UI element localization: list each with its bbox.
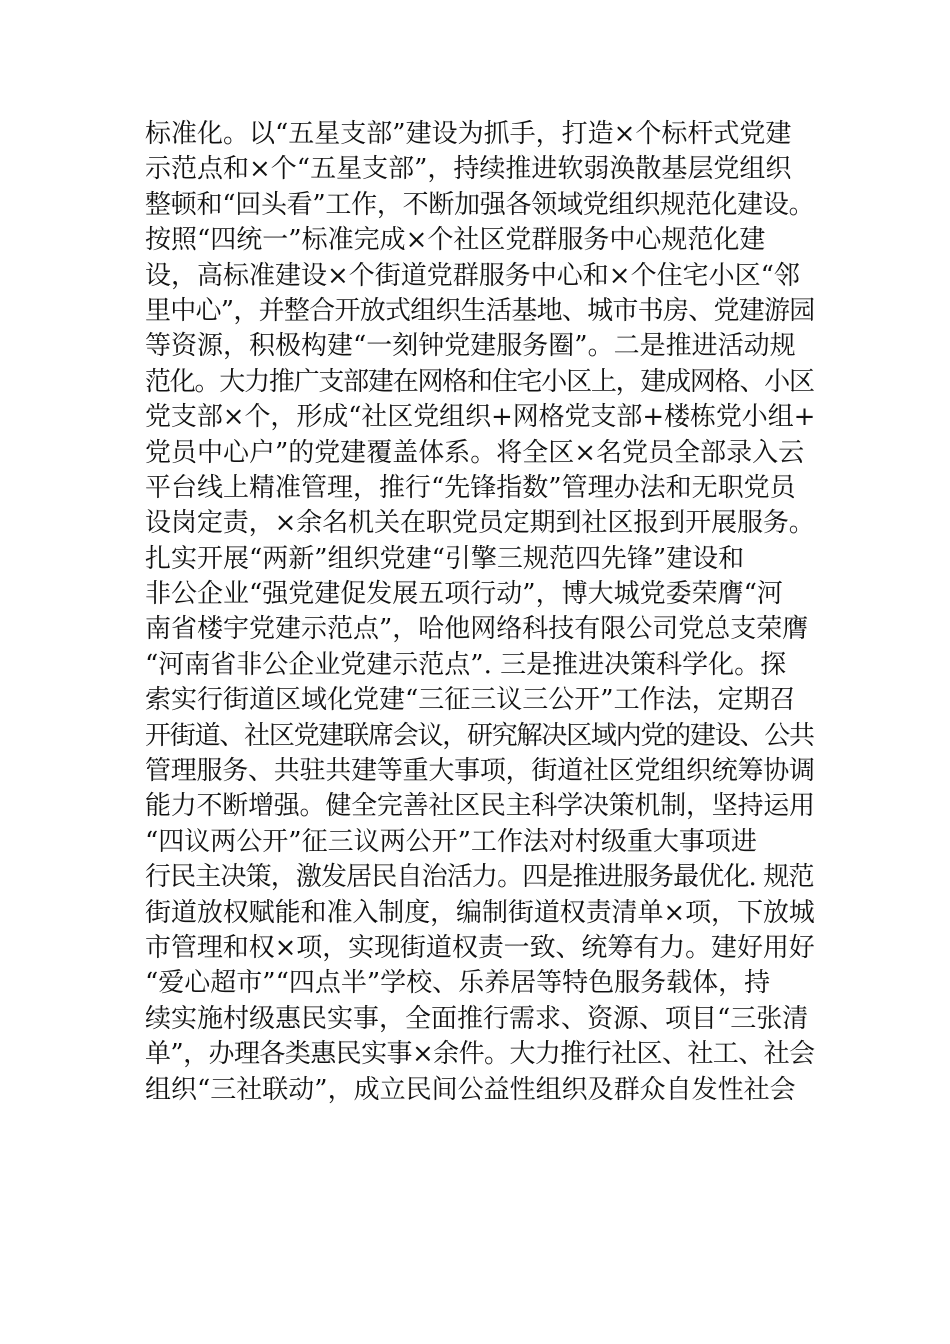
text-line: 示范点和×个“五星支部”，持续推进软弱涣散基层党组织 [145,154,792,185]
text-line: 党支部×个，形成“社区党组织+网格党支部+楼栋党小组+ [145,402,815,433]
text-line: 里中心”，并整合开放式组织生活基地、城市书房、党建游园 [145,295,815,326]
text-line: 街道放权赋能和准入制度，编制街道权责清单×项，下放城 [145,897,815,928]
text-line: 标准化。以“五星支部”建设为抓手，打造×个标杆式党建 [145,119,792,149]
body-text [145,117,815,1108]
text-line: “河南省非公企业党建示范点”. 三是推进决策科学化。探 [145,649,787,680]
text-line: 范化。大力推广支部建在网格和住宅小区上，建成网格、小区 [145,366,814,397]
text-line: 整顿和“回头看”工作，不断加强各领域党组织规范化建设。 [145,189,815,220]
text-line: 组织“三社联动”，成立民间公益性组织及群众自发性社会 [145,1074,796,1105]
text-line: 设岗定责，×余名机关在职党员定期到社区报到开展服务。 [145,508,815,539]
text-line: 按照“四统一”标准完成×个社区党群服务中心规范化建 [145,225,766,256]
text-line: 开街道、社区党建联席会议，研究解决区域内党的建设、公共 [145,720,814,751]
text-line: “爱心超市”“四点半”学校、乐养居等特色服务载体，持 [145,968,771,999]
text-line: 等资源，积极构建“一刻钟党建服务圈”。二是推进活动规 [145,331,796,362]
text-line: 管理服务、共驻共建等重大事项，街道社区党组织统筹协调 [145,756,815,787]
text-line: 市管理和权×项，实现街道权责一致、统筹有力。建好用好 [145,932,815,963]
text-line: 续实施村级惠民实事，全面推行需求、资源、项目“三张清 [145,1003,809,1034]
text-line: 索实行街道区域化党建“三征三议三公开”工作法，定期召 [145,685,796,716]
text-line: 扎实开展“两新”组织党建“引擎三规范四先锋”建设和 [145,543,745,574]
text-line: 行民主决策，激发居民自治活力。四是推进服务最优化. 规范 [145,862,814,893]
text-line: 单”，办理各类惠民实事×余件。大力推行社区、社工、社会 [145,1039,815,1070]
text-line: 非公企业“强党建促发展五项行动”，博大城党委荣膺“河 [145,579,783,610]
text-line: 平台线上精准管理，推行“先锋指数”管理办法和无职党员 [145,472,796,503]
text-line: “四议两公开”征三议两公开”工作法对村级重大事项进 [145,826,757,857]
text-line: 党员中心户”的党建覆盖体系。将全区×名党员全部录入云 [145,437,805,468]
text-line: 南省楼宇党建示范点”，哈他网络科技有限公司党总支荣膺 [145,614,809,645]
text-line: 能力不断增强。健全完善社区民主科学决策机制，坚持运用 [145,791,815,822]
text-line: 设，高标准建设×个街道党群服务中心和×个住宅小区“邻 [145,260,800,291]
